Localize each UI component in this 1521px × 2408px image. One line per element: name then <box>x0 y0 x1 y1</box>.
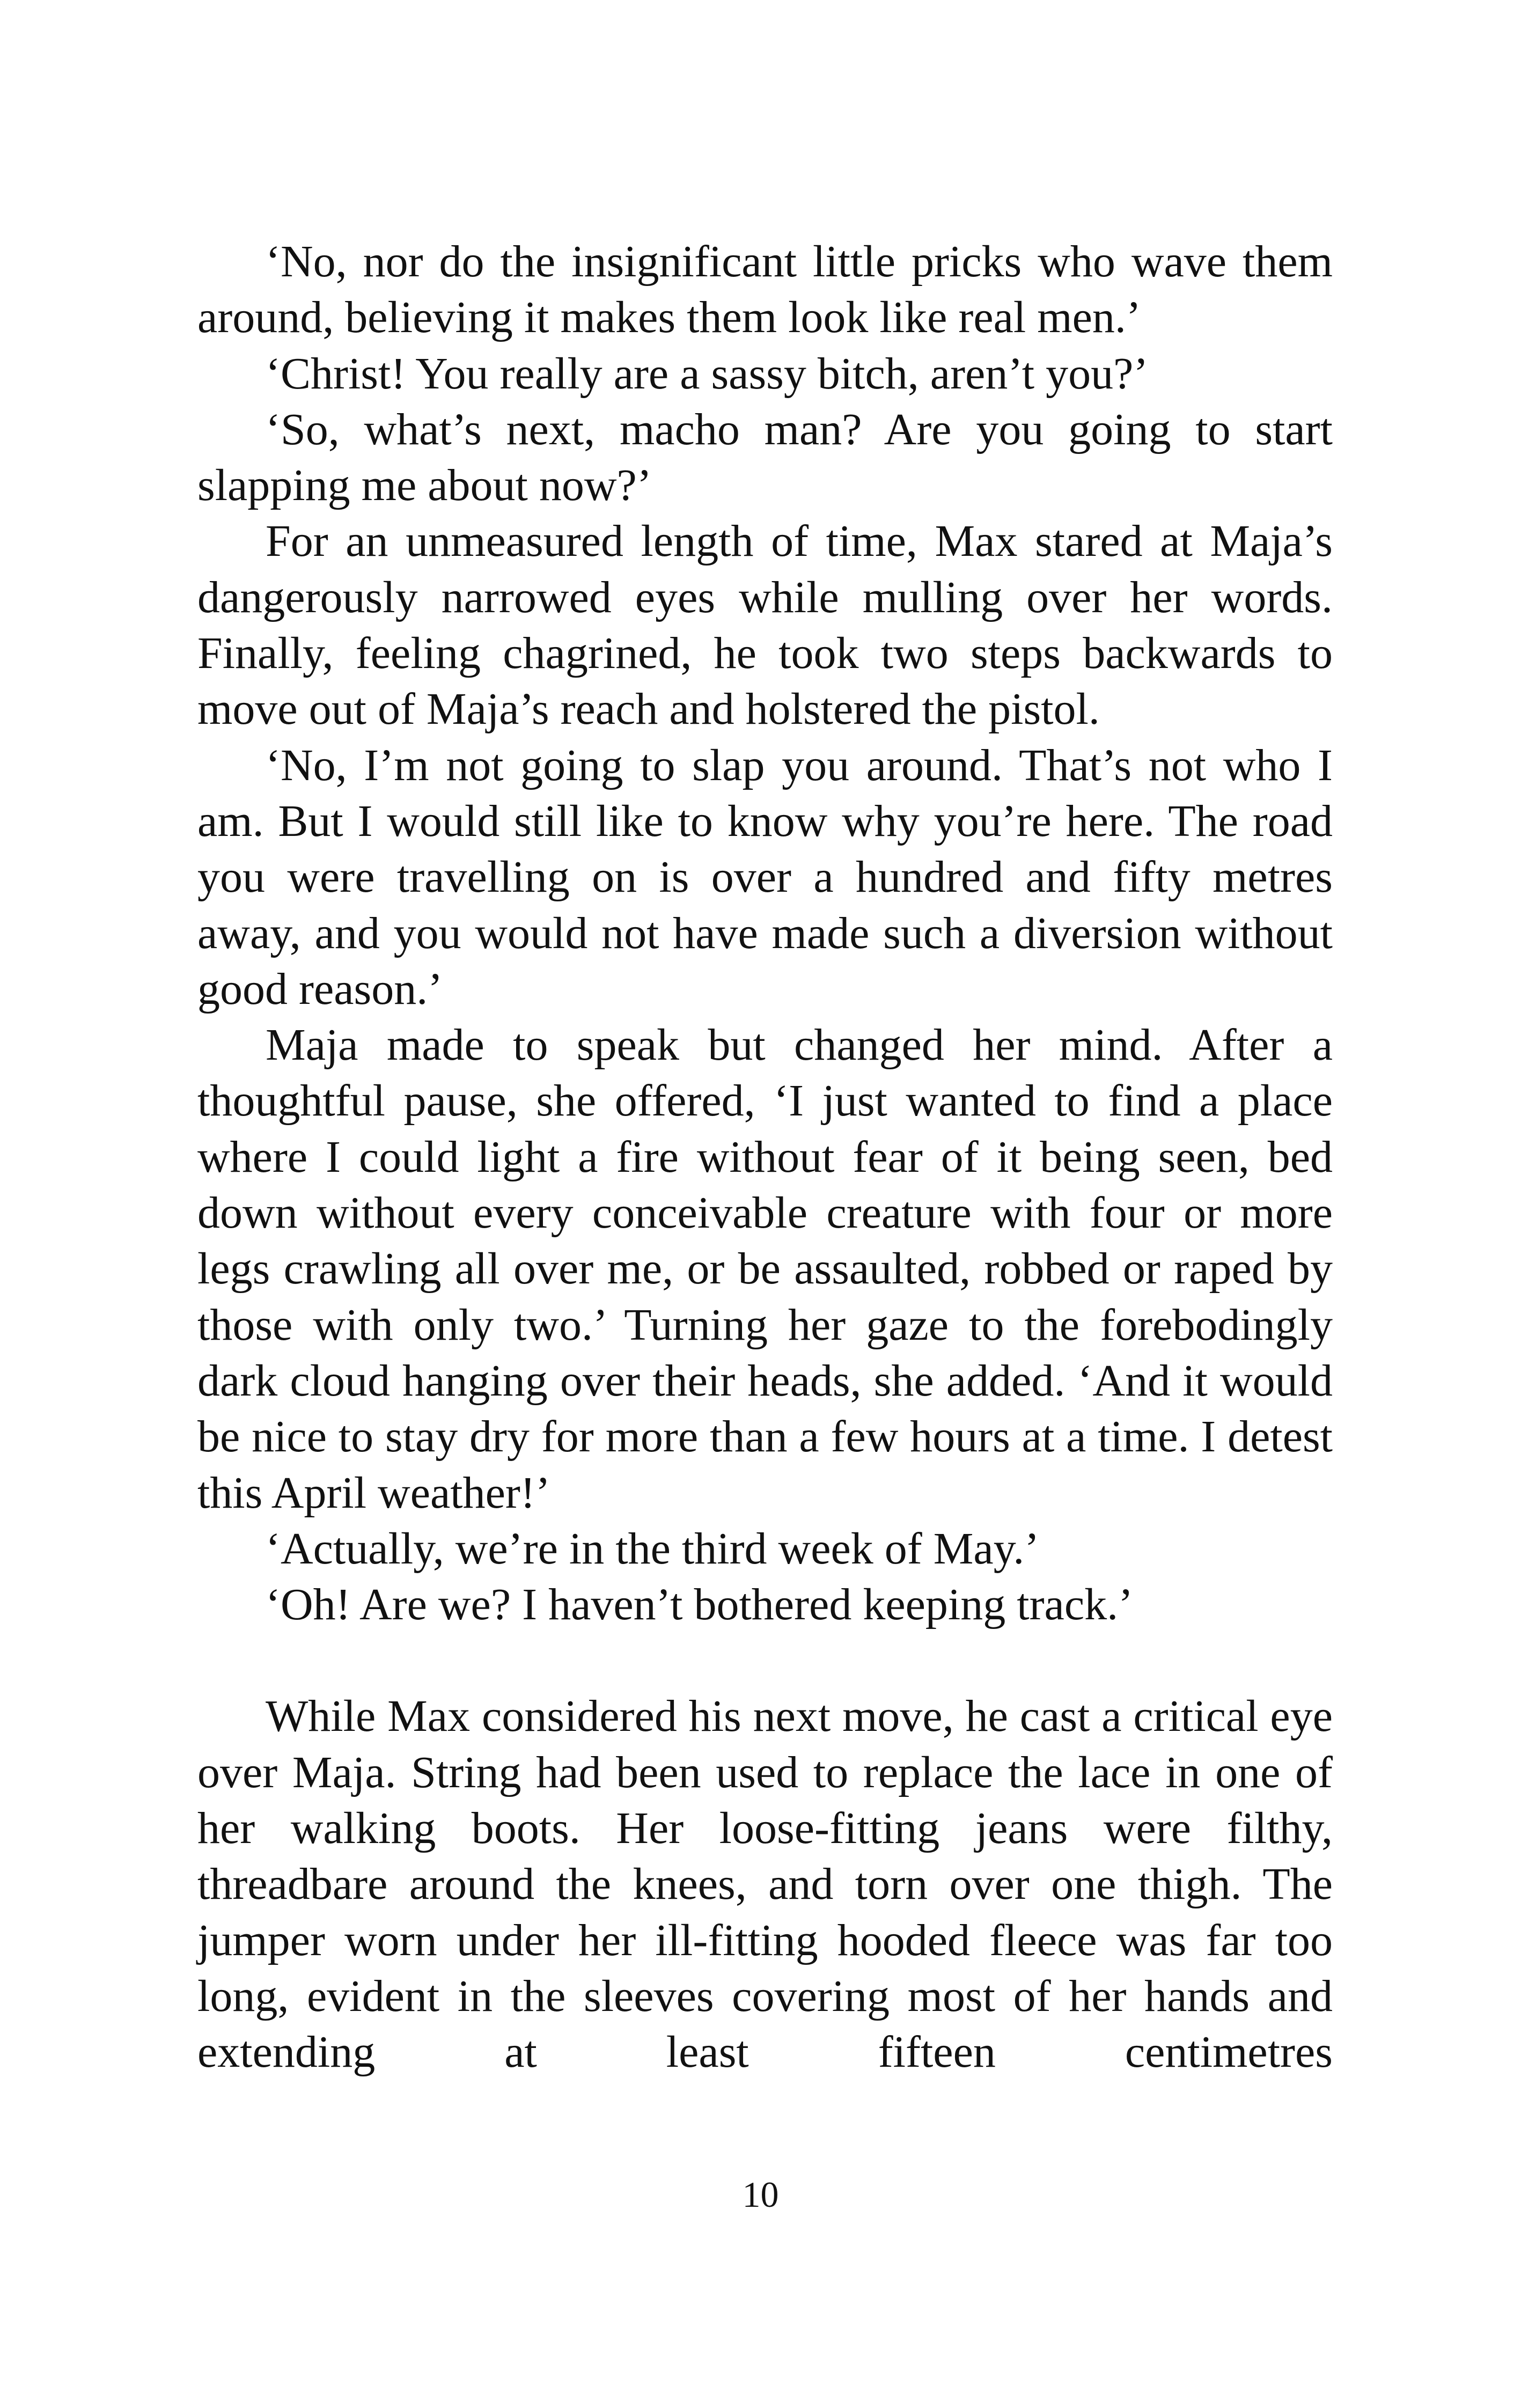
paragraph: ‘Actually, we’re in the third week of May.’ <box>266 1523 1040 1574</box>
paragraph: ‘No, I’m not going to slap you around. That’s not who I am. But I would still like to know why you’re here. The road you were travelling on is over a hundred and fifty metres away, and you would not have made such a diversion without good reason.’ <box>197 740 1333 1014</box>
paragraph: ‘No, nor do the insignificant little pricks who wave them around, believing it makes them look like real men.’ <box>197 237 1333 343</box>
page-number: 10 <box>742 2174 779 2215</box>
paragraph: While Max considered his next move, he cast a critical eye over Maja. String had been used to replace the lace in one of her walking boots. Her loose-fitting jeans were filthy, threadbare around the knees, and torn over one thigh. The jumper worn under her ill-fitting hooded fleece was far too long, evident in the sleeves covering most of her hands and extending at least fifteen centimetres <box>197 1691 1333 2077</box>
section-break <box>197 1633 1333 1688</box>
paragraph: Maja made to speak but changed her mind. After a thoughtful pause, she offered, ‘I just wanted to find a place where I could light a fire without fear of it being seen, bed down without every conceivable creature with four or more legs crawling all over me, or be assaulted, robbed or raped by those with only two.’ Turning her gaze to the forebodingly dark cloud hanging over their heads, she added. ‘And it would be nice to stay dry for more than a few hours at a time. I detest this April weather!’ <box>197 1020 1333 1518</box>
paragraph: ‘Oh! Are we? I haven’t bothered keeping track.’ <box>266 1580 1134 1630</box>
body-text <box>197 234 1333 2081</box>
paragraph: ‘So, what’s next, macho man? Are you going to start slapping me about now?’ <box>197 404 1333 511</box>
paragraph: For an unmeasured length of time, Max stared at Maja’s dangerously narrowed eyes while mulling over her words. Finally, feeling chagrined, he took two steps backwards to move out of Maja’s reach and holstered the pistol. <box>197 516 1333 735</box>
paragraph: ‘Christ! You really are a sassy bitch, aren’t you?’ <box>266 348 1149 399</box>
